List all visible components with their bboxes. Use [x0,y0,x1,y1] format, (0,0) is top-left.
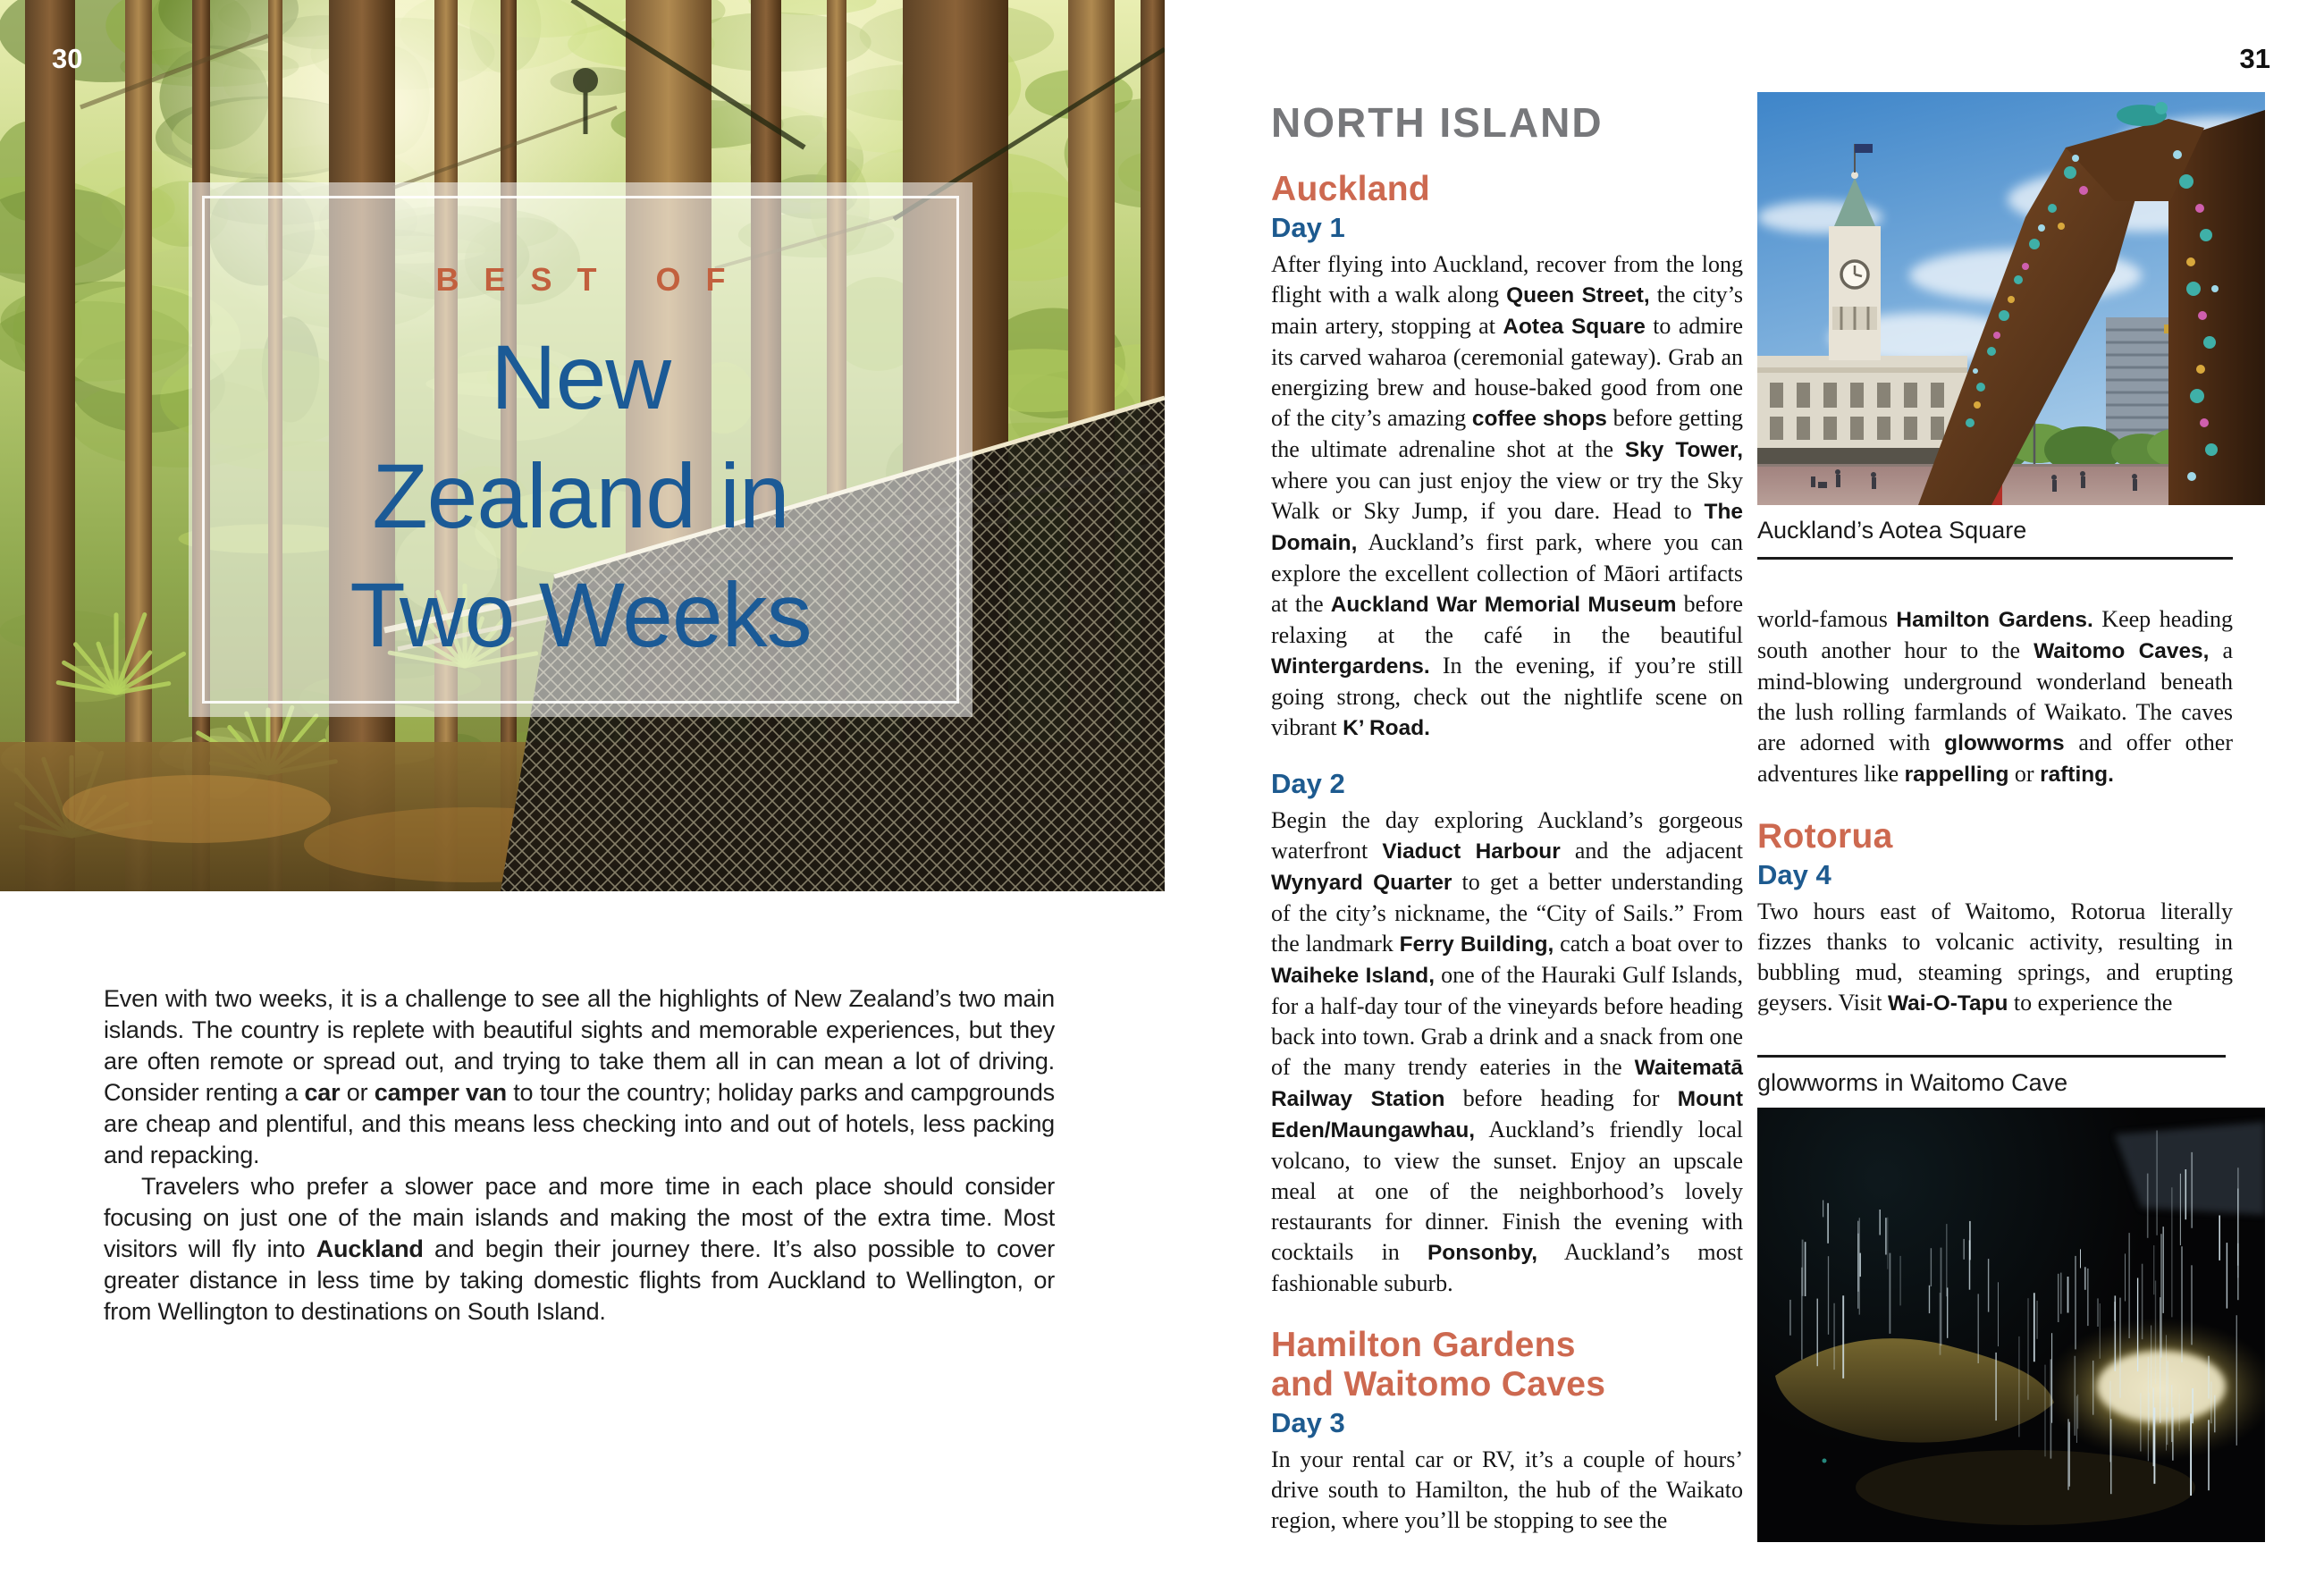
forest-photo [0,0,1165,891]
intro-paragraph-1: Even with two weeks, it is a challenge to see all the highlights of New Zealand’s two main islands. The country is replete with beautiful sights and memorable experiences, but they are often remote or spread out, and trying to take them all in can mean a lot of driving. Consider renting a car or camper van to tour the country; holiday parks and campgrounds are cheap and plentiful, and this means less checking into and out of hotels, less packing and repacking. [104,985,1055,1168]
hero-title-line-2: Zealand in [372,445,789,547]
intro-text [104,983,1055,1328]
day-3-heading: Day 3 [1271,1407,1345,1438]
day-3-body-column-2: world-famous Hamilton Gardens. Keep heading south another hour to the Waitomo Caves, a mind-blowing underground wonderland beneath the lush rolling farmlands of Waikato. The caves are adorned with glowworms and offer other adventures like rappelling or rafting. [1757,606,2234,787]
hero-title [205,318,956,675]
hero-title-line-1: New [490,326,671,428]
text-column-1 [1271,170,1743,1536]
day-1-body: After flying into Auckland, recover from the long flight with a walk along Queen Street, the city’s main artery, stopping at Aotea Square to admire its carved waharoa (ceremonial gateway). Grab an energizing brew and house-baked good from one of the city’s amazing coffee shops before getting the ultimate adrenaline shot at the Sky Tower, where you can just enjoy the view or try the Sky Walk or Sky Jump, if you dare. Head to The Domain, Auckland’s first park, where you can explore the excellent collection of Māori artifacts at the Auckland War Memorial Museum before relaxing at the café in the beautiful Wintergardens. In the evening, if you’re still going strong, check out the nightlife scene on vibrant K’ Road. [1271,251,1744,740]
intro-paragraph-2: Travelers who prefer a slower pace and more time in each place should consider focusing on just one of the main islands and making the most of the extra time. Most visitors will fly into Auckland and begin their journey there. It’s also possible to cover greater distance in less time by taking domestic flights from Auckland to Wellington, or from Wellington to destinations on South Island. [104,1173,1055,1325]
day-4-body: Two hours east of Waitomo, Rotorua literally fizzes thanks to volcanic activity, resulting in bubbling mud, steaming springs, and erupting geysers. Visit Wai-O-Tapu to experience the [1757,898,2233,1016]
day-4-heading: Day 4 [1757,859,1831,890]
text-column-2 [1757,92,2233,1542]
day-3-body-column-1: In your rental car or RV, it’s a couple of hours’ drive south to Hamilton, the hub of the Waikato region, where you’ll be stopping to see the [1271,1446,1743,1533]
page-number-right: 31 [2239,43,2270,74]
day-1-heading: Day 1 [1271,212,1345,243]
aotea-figure [1757,92,2233,560]
hero-border [202,196,959,704]
glowworms-caption: glowworms in Waitomo Cave [1757,1069,2068,1096]
place-heading-auckland: Auckland [1271,170,1430,208]
best-of-kicker: BEST OF [435,261,751,298]
day-2-body: Begin the day exploring Auckland’s gorgeous waterfront Viaduct Harbour and the adjacent Wynyard Quarter to get a better understanding of the city’s nickname, the “City of Sails.” From the landmark Ferry Building, catch a boat over to Waiheke Island, one of the Hauraki Gulf Islands, for a half-day tour of the vineyards before heading back into town. Grab a drink and a snack from one of the many trendy eateries in the Waitematā Railway Station before heading for Mount Eden/Maungawhau, Auckland’s friendly local volcano, to view the sunset. Enjoy an upscale meal at one of the neighborhood’s lovely restaurants for dinner. Finish the evening with cocktails in Ponsonby, Auckland’s most fashionable suburb. [1271,807,1744,1296]
hero-title-line-3: Two Weeks [349,564,812,666]
aotea-square-photo [1757,92,2265,505]
glowworms-photo [1757,1108,2265,1542]
hamilton-heading-line-1: Hamilton Gardens [1271,1326,1576,1364]
place-heading-hamilton-waitomo [1271,1326,1743,1404]
hero-overlay [189,182,973,717]
section-title: NORTH ISLAND [1271,99,1604,146]
page-number-left: 30 [52,43,83,74]
hamilton-heading-line-2: and Waitomo Caves [1271,1365,1606,1404]
place-heading-rotorua: Rotorua [1757,817,1893,856]
glowworms-figure [1757,1055,2233,1542]
day-2-heading: Day 2 [1271,768,1345,799]
aotea-caption: Auckland’s Aotea Square [1757,517,2027,544]
caption-divider-bottom [1757,1055,2226,1058]
cave-ledge-low [1856,1450,2195,1525]
caption-divider-top [1757,557,2233,560]
